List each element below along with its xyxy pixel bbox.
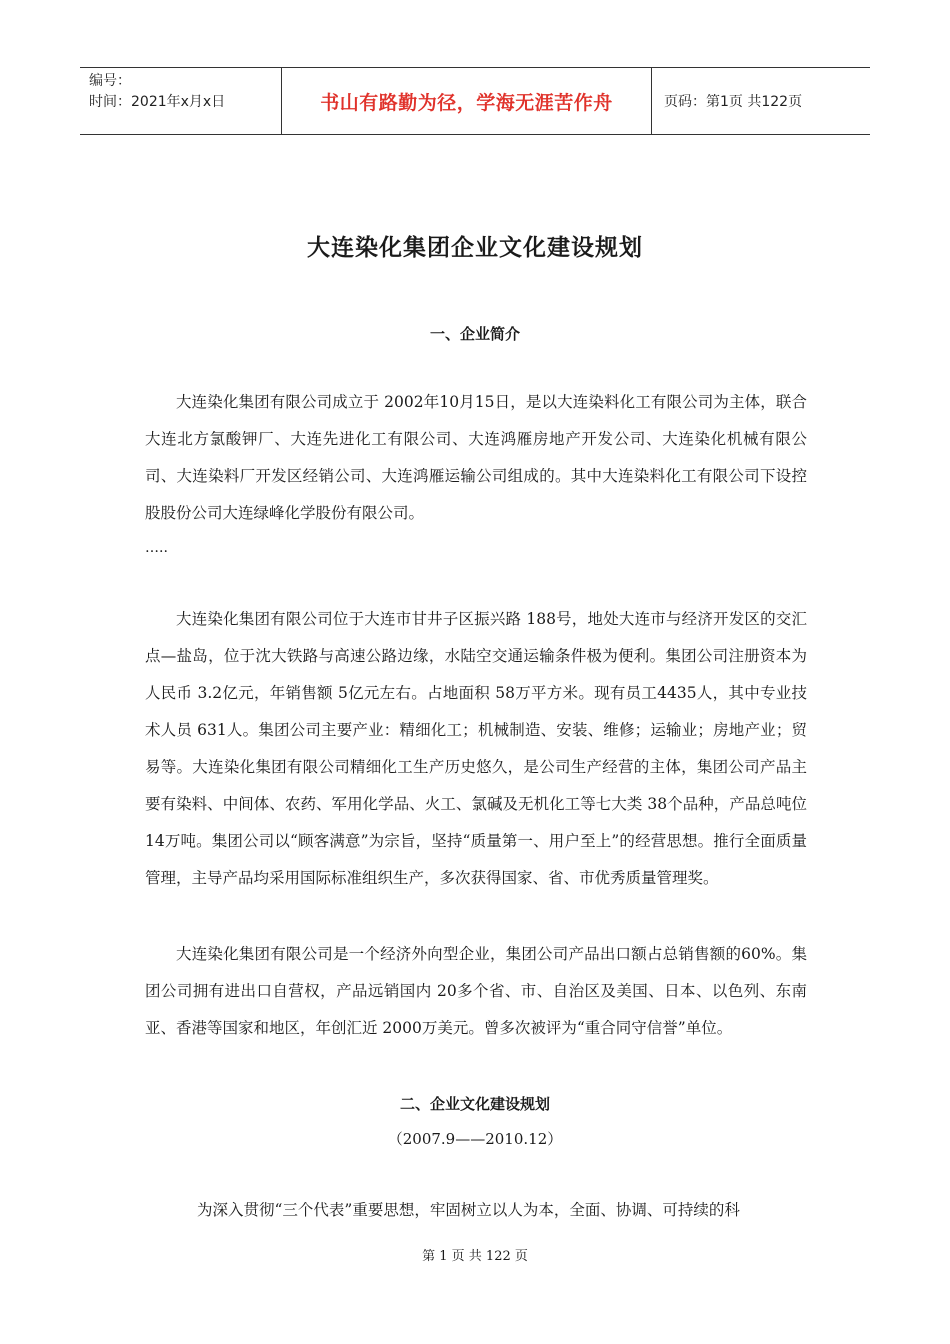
header-meta bbox=[80, 68, 281, 134]
paragraph-export: 大连染化集团有限公司是一个经济外向型企业，集团公司产品出口额占总销售额的60%。集团公司拥有进出口自营权，产品远销国内 20多个省、市、自治区及美国、日本、以色列、东南亚、香港等国家和地区，年创汇近 2000万美元。曾多次被评为“重合同守信誉”单位。 bbox=[145, 945, 807, 1037]
header-motto-cell bbox=[281, 68, 652, 134]
ellipsis-text: ….. bbox=[145, 540, 168, 556]
section-2-title: 二、企业文化建设规划 bbox=[399, 1095, 550, 1113]
header-motto: 书山有路勤为径，学海无涯苦作舟 bbox=[320, 91, 613, 114]
paragraph-intro: 大连染化集团有限公司成立于 2002年10月15日，是以大连染料化工有限公司为主体，联合大连北方氯酸钾厂、大连先进化工有限公司、大连鸿雁房地产开发公司、大连染化机械有限公司、大连染料厂开发区经销公司、大连鸿雁运输公司组成的。其中大连染料化工有限公司下设控股股份公司大连绿峰化学股份有限公司。 bbox=[145, 393, 807, 522]
section-2-period: （2007.9——2010.12） bbox=[387, 1130, 563, 1148]
header-number-label: 编号： bbox=[89, 73, 131, 89]
section-1-title: 一、企业简介 bbox=[429, 325, 520, 343]
paragraph-plan-start: 为深入贯彻“三个代表”重要思想，牢固树立以人为本，全面、协调、可持续的科 bbox=[197, 1201, 740, 1219]
paragraph-location: 大连染化集团有限公司位于大连市甘井子区振兴路 188号，地处大连市与经济开发区的交汇点—盐岛，位于沈大铁路与高速公路边缘，水陆空交通运输条件极为便利。集团公司注册资本为人民币 3.2亿元，年销售额 5亿元左右。占地面积 58万平方米。现有员工4435人，其中专业技术人员 631人。集团公司主要产业：精细化工；机械制造、安装、维修；运输业；房地产业；贸易等。大连染化集团有限公司精细化工生产历史悠久，是公司生产经营的主体，集团公司产品主要有染料、中间体、农药、军用化学品、火工、氯碱及无机化工等七大类 38个品种，产品总吨位 14万吨。集团公司以“顾客满意”为宗旨，坚持“质量第一、用户至上”的经营思想。推行全面质量管理，主导产品均采用国际标准组织生产，多次获得国家、省、市优秀质量管理奖。 bbox=[145, 610, 807, 887]
header-page-label: 页码：第1页 共122页 bbox=[664, 94, 803, 110]
header-time-label: 时间：2021年x月x日 bbox=[89, 94, 226, 110]
page-header bbox=[80, 67, 870, 135]
document-title: 大连染化集团企业文化建设规划 bbox=[307, 234, 643, 261]
page-footer: 第 1 页 共 122 页 bbox=[422, 1249, 528, 1264]
